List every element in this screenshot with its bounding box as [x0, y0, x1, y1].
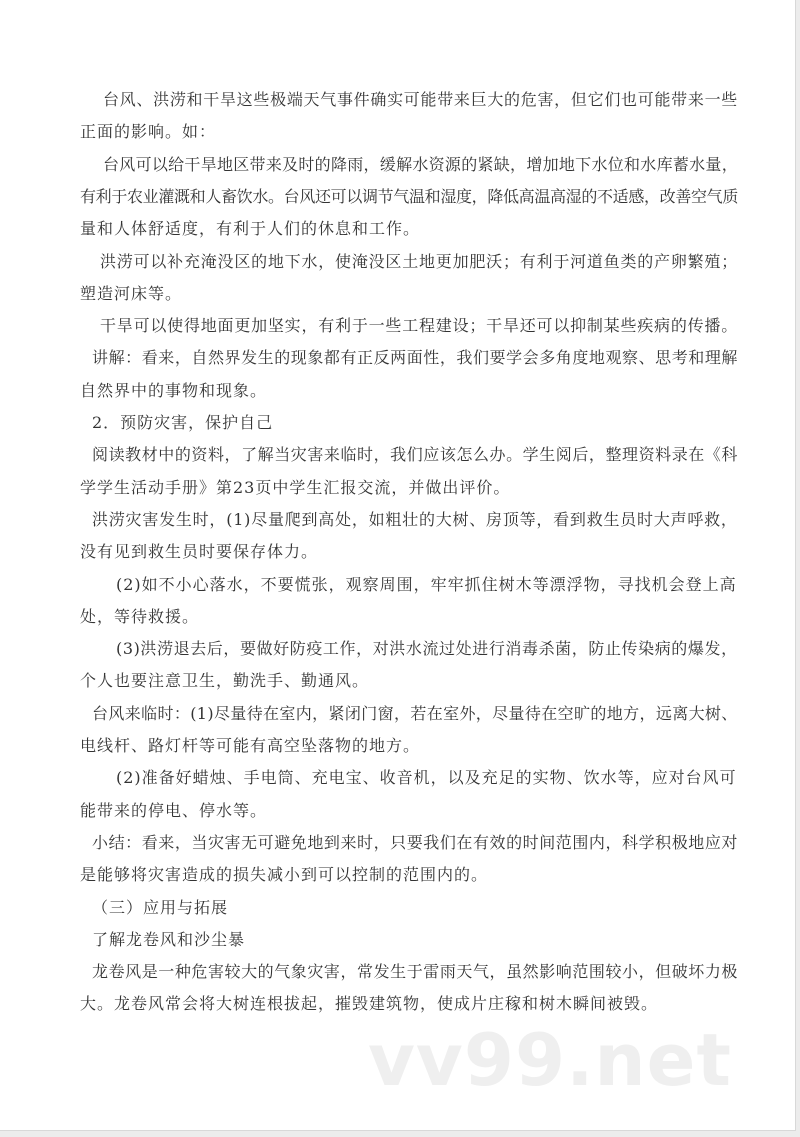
text-line: 台风可以给干旱地区带来及时的降雨，缓解水资源的紧缺，增加地下水位和水库蓄水量，	[103, 154, 739, 174]
text-line: (2)如不小心落水，不要慌张，观察周围，牢牢抓住树木等漂浮物，寻找机会登上高	[116, 574, 737, 594]
text-line: 处，等待救援。	[80, 606, 200, 626]
text-line: 龙卷风是一种危害较大的气象灾害，常发生于雷雨天气，虽然影响范围较小，但破坏力极	[92, 962, 739, 982]
text-line: 电线杆、路灯杆等可能有高空坠落物的地方。	[80, 736, 421, 755]
text-line: 洪涝可以补充淹没区的地下水，使淹没区土地更加肥沃；有利于河道鱼类的产卵繁殖；	[100, 251, 739, 271]
text-line: 小结：看来，当灾害无可避免地到来时，只要我们在有效的时间范围内，科学积极地应对	[92, 832, 739, 852]
text-line: 有利于农业灌溉和人畜饮水。台风还可以调节气温和湿度，降低高温高湿的不适感，改善空气质	[80, 186, 739, 206]
text-line: 台风、洪涝和干旱这些极端天气事件确实可能带来巨大的危害，但它们也可能带来一些	[103, 90, 739, 109]
text-line: 自然界中的事物和现象。	[80, 380, 268, 400]
text-line: 洪涝灾害发生时，(1)尽量爬到高处，如粗壮的大树、房顶等，看到救生员时大声呼救，	[92, 509, 738, 529]
text-line: 阅读教材中的资料，了解当灾害来临时，我们应该怎么办。学生阅后，整理资料录在《科	[92, 445, 739, 465]
text-line: 量和人体舒适度，有利于人们的休息和工作。	[80, 219, 421, 239]
text-line: 学学生活动手册》第23页中学生汇报交流，并做出评价。	[80, 477, 511, 497]
text-line: 能带来的停电、停水等。	[80, 800, 268, 820]
text-line: 个人也要注意卫生，勤洗手、勤通风。	[80, 671, 370, 691]
text-line: 塑造河床等。	[80, 283, 183, 303]
text-line: 2．预防灾害，保护自己	[92, 413, 274, 432]
text-line: 正面的影响。如：	[80, 122, 217, 142]
watermark: vv99.net	[368, 1018, 732, 1102]
text-line: (3)洪涝退去后，要做好防疫工作，对洪水流过处进行消毒杀菌，防止传染病的爆发，	[116, 639, 738, 659]
text-line: 讲解：看来，自然界发生的现象都有正反两面性，我们要学会多角度地观察、思考和理解	[92, 348, 739, 368]
text-line: 了解龙卷风和沙尘暴	[92, 929, 246, 949]
text-line: 台风来临时：(1)尽量待在室内，紧闭门窗，若在室外，尽量待在空旷的地方，远离大树、	[92, 703, 738, 723]
text-line: 干旱可以使得地面更加坚实，有利于一些工程建设；干旱还可以抑制某些疾病的传播。	[100, 316, 739, 336]
text-line: （三）应用与拓展	[92, 897, 229, 917]
text-line: 没有见到救生员时要保存体力。	[80, 542, 319, 562]
text-line: 是能够将灾害造成的损失减小到可以控制的范围内的。	[80, 865, 489, 885]
text-line: 大。龙卷风常会将大树连根拔起，摧毁建筑物，使成片庄稼和树木瞬间被毁。	[80, 994, 659, 1014]
text-line: (2)准备好蜡烛、手电筒、充电宝、收音机，以及充足的实物、饮水等，应对台风可	[116, 768, 737, 788]
